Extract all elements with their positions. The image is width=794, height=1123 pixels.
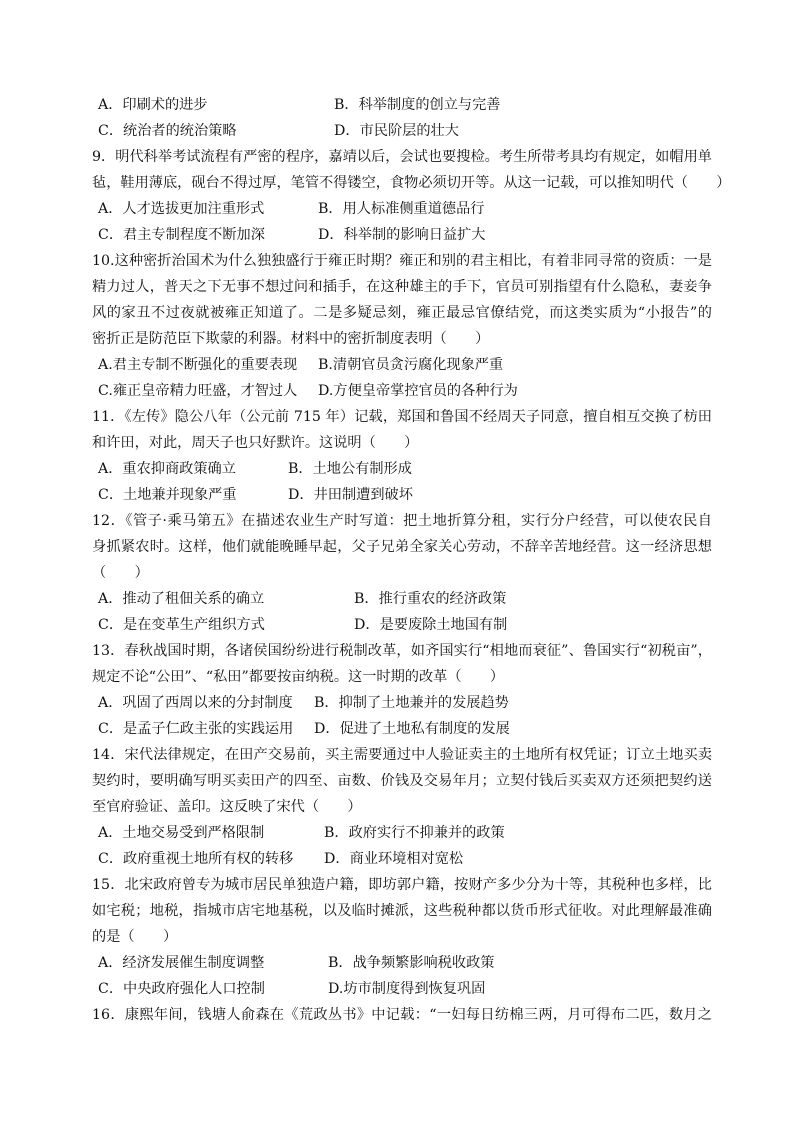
q13-options-row-2 [92, 716, 712, 742]
q10-stem-line: 10.这种密折治国术为什么独独盛行于雍正时期？雍正和别的君主相比，有着非同寻常的资质：一是 [92, 253, 712, 269]
q13-options-row-1 [92, 690, 712, 716]
q10-option-b: B.清朝官员贪污腐化现象严重 [318, 357, 504, 373]
q11-stem-line: 11．《左传》隐公八年（公元前 715 年）记载，郑国和鲁国不经周天子同意，擅自相互交换了枋田 [92, 409, 712, 425]
q12-stem-line: （ ） [92, 565, 149, 581]
q15-option-a: A．经济发展催生制度调整 [98, 955, 265, 971]
q9-option-d: D．科举制的影响日益扩大 [318, 227, 486, 243]
q8-options-row-2 [92, 118, 712, 144]
q11-option-b: B．土地公有制形成 [288, 461, 412, 477]
q8-options-row-1 [92, 92, 712, 118]
q12-option-c: C．是在变革生产组织方式 [98, 617, 265, 633]
q11-options-row-1 [92, 456, 712, 482]
q10-options-row-1 [92, 352, 712, 378]
q14-stem-line: 14．宋代法律规定，在田产交易前，买主需要通过中人验证卖主的土地所有权凭证；订立土地买卖 [92, 747, 712, 763]
q11-options-row-2 [92, 482, 712, 508]
q14-options-row-2 [92, 846, 712, 872]
q9-stem-line: 毡，鞋用薄底，砚台不得过厚，笔管不得镂空，食物必须切开等。从这一记载，可以推知明代（ ） [92, 175, 731, 191]
q14-option-c: C．政府重视土地所有权的转移 [98, 851, 294, 867]
q10-option-c: C.雍正皇帝精力旺盛，才智过人 [98, 383, 298, 399]
q15-stem-line: 如宅税；地税，指城市店宅地基税，以及临时摊派，这些税种都以货币形式征收。对此理解最准确 [92, 903, 712, 919]
q13-option-d: D．促进了土地私有制度的发展 [314, 721, 510, 737]
q15-options-row-1 [92, 950, 712, 976]
q12-options-row-2 [92, 612, 712, 638]
q13-option-c: C．是孟子仁政主张的实践运用 [98, 721, 294, 737]
q9-option-a: A．人才选拔更加注重形式 [98, 201, 265, 217]
q10-option-a: A.君主专制不断强化的重要表现 [98, 357, 298, 373]
q9-stem-line: 9．明代科举考试流程有严密的程序，嘉靖以后，会试也要搜检。考生所带考具均有规定，如帽用单 [92, 149, 712, 165]
q13-stem-line: 13．春秋战国时期，各诸侯国纷纷进行税制改革，如齐国实行“相地而衰征”、鲁国实行“初税亩”， [92, 643, 712, 659]
q13-option-a: A．巩固了西周以来的分封制度 [98, 695, 293, 711]
q12-option-a: A．推动了租佃关系的确立 [98, 591, 265, 607]
exam-page [92, 92, 731, 1028]
q16-stem-line: 16．康熙年间，钱塘人俞森在《荒政丛书》中记载：“一妇每日纺棉三两，月可得布二匹，数月之 [92, 1007, 712, 1023]
q10-option-d: D.方便皇帝掌控官员的各种行为 [318, 383, 518, 399]
q14-stem-line: 至官府验证、盖印。这反映了宋代（ ） [92, 799, 362, 815]
q8-option-b: B．科举制度的创立与完善 [334, 97, 501, 113]
q11-stem-line: 和许田，对此，周天子也只好默许。这说明（ ） [92, 435, 419, 451]
q14-option-b: B．政府实行不抑兼并的政策 [324, 825, 505, 841]
q12-options-row-1 [92, 586, 712, 612]
q15-stem-line: 的是（ ） [92, 929, 178, 945]
q9-option-c: C．君主专制程度不断加深 [98, 227, 265, 243]
q9-options-row-1 [92, 196, 712, 222]
q10-stem-line: 风的家丑不过夜就被雍正知道了。二是多疑忌刻，雍正最忌官僚结党，而这类实质为“小报告”的 [92, 305, 712, 321]
q10-options-row-2 [92, 378, 712, 404]
q12-stem-line: 身抓紧农时。这样，他们就能晚睡早起，父子兄弟全家关心劳动，不辞辛苦地经营。这一经济思想 [92, 539, 712, 555]
q14-options-row-1 [92, 820, 712, 846]
q12-stem-line: 12．《管子·乘马第五》在描述农业生产时写道：把土地折算分租，实行分户经营，可以使农民自 [92, 513, 712, 529]
q11-option-d: D．井田制遭到破坏 [288, 487, 413, 503]
q15-option-d: D.坊市制度得到恢复巩固 [328, 981, 486, 997]
q15-options-row-2 [92, 976, 712, 1002]
q10-stem-line: 精力过人，普天之下无事不想过问和插手，在这种雄主的手下，官员可别指望有什么隐私，妻妾争 [92, 279, 712, 295]
q11-option-a: A．重农抑商政策确立 [98, 461, 236, 477]
q11-option-c: C．土地兼并现象严重 [98, 487, 237, 503]
q15-option-b: B．战争频繁影响税收政策 [328, 955, 495, 971]
q8-option-c: C．统治者的统治策略 [98, 123, 237, 139]
q8-option-d: D．市民阶层的壮大 [334, 123, 459, 139]
q10-stem-line: 密折正是防范臣下欺蒙的利器。材料中的密折制度表明（ ） [92, 331, 490, 347]
q14-option-d: D．商业环境相对宽松 [324, 851, 464, 867]
q13-stem-line: 规定不论“公田”、“私田”都要按亩纳税。这一时期的改革（ ） [92, 669, 505, 685]
q9-option-b: B．用人标准侧重道德品行 [318, 201, 485, 217]
q14-stem-line: 契约时，要明确写明买卖田产的四至、亩数、价钱及交易年月；立契付钱后买卖双方还须把契约送 [92, 773, 712, 789]
q12-option-b: B．推行重农的经济政策 [354, 591, 507, 607]
q8-option-a: A．印刷术的进步 [98, 97, 208, 113]
q12-option-d: D．是要废除土地国有制 [354, 617, 508, 633]
q15-option-c: C．中央政府强化人口控制 [98, 981, 265, 997]
q15-stem-line: 15．北宋政府曾专为城市居民单独造户籍，即坊郭户籍，按财产多少分为十等，其税种也多样，比 [92, 877, 712, 893]
q13-option-b: B．抑制了土地兼并的发展趋势 [314, 695, 509, 711]
q9-options-row-2 [92, 222, 712, 248]
q14-option-a: A．土地交易受到严格限制 [98, 825, 265, 841]
